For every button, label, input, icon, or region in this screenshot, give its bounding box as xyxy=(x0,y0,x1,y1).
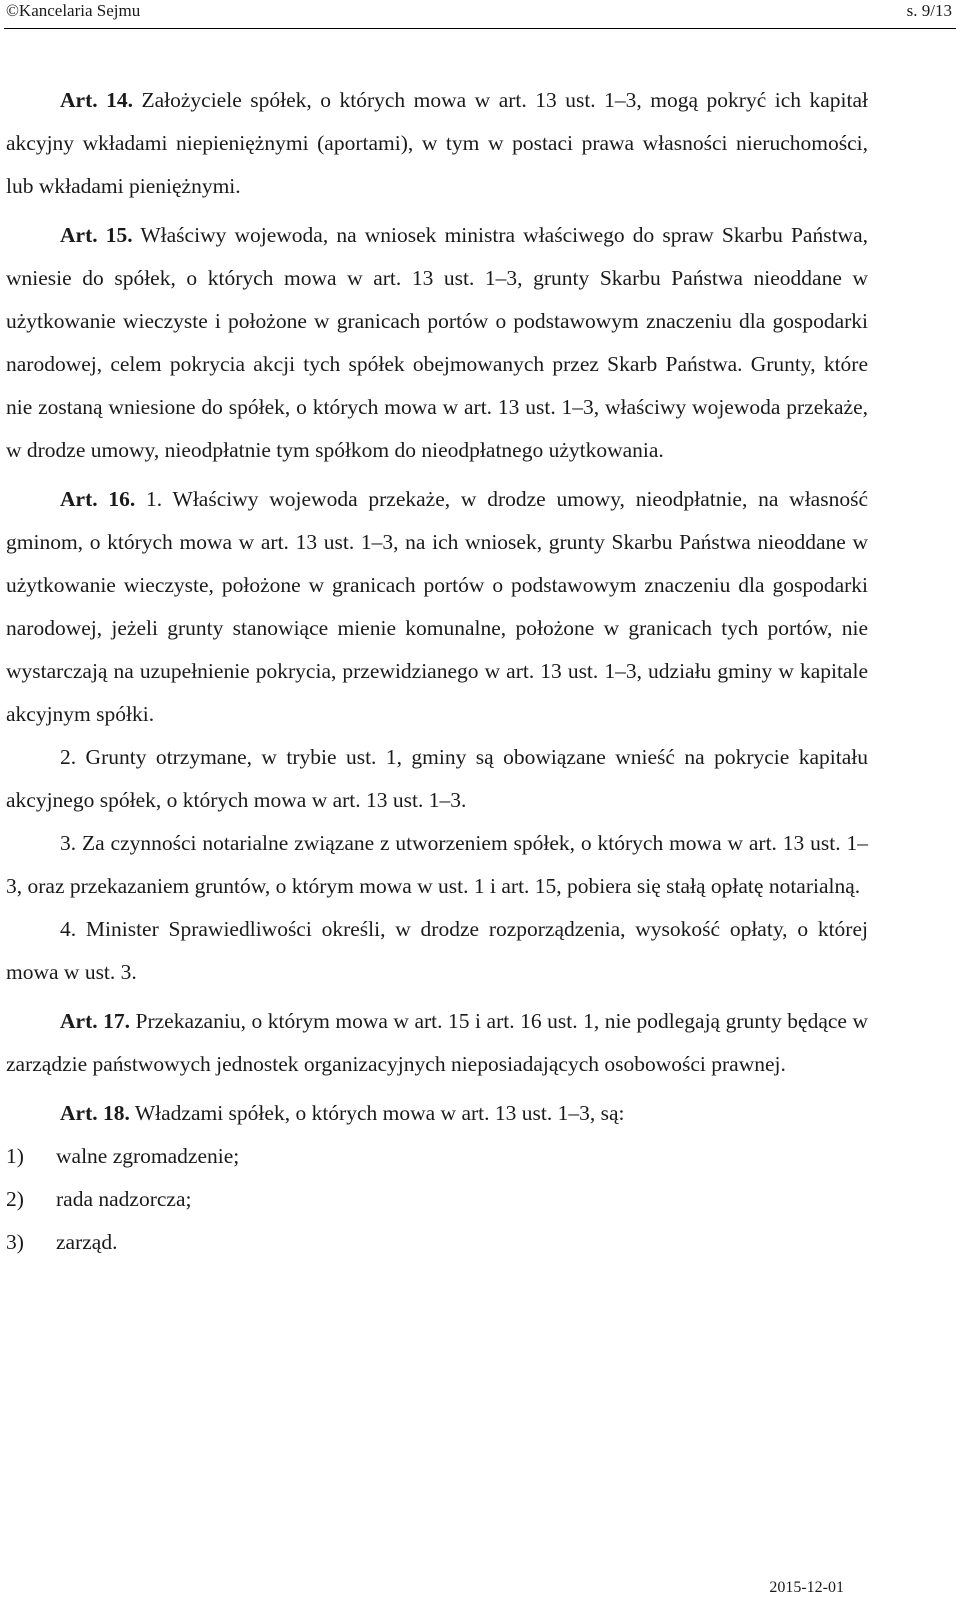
article-label: Art. 16. xyxy=(60,487,136,511)
article-16-paragraph-3: 3. Za czynności notarialne związane z utworzeniem spółek, o których mowa w art. 13 ust. 1–3, oraz przekazaniem gruntów, o którym mowa w ust. 1 i art. 15, pobiera się stałą opłatę notarialną. xyxy=(6,831,868,898)
article-label: Art. 17. xyxy=(60,1009,130,1033)
article-text: Założyciele spółek, o których mowa w art. 13 ust. 1–3, mogą pokryć ich kapitał akcyjny wkładami niepieniężnymi (aportami), w tym w postaci prawa własności nieruchomości, lub wkładami pieniężnymi. xyxy=(6,88,869,198)
list-item-number: 1) xyxy=(6,1144,24,1168)
list-item-number: 2) xyxy=(6,1187,24,1211)
list-item xyxy=(6,1135,868,1178)
article-text: Przekazaniu, o którym mowa w art. 15 i art. 16 ust. 1, nie podlegają grunty będące w zarządzie państwowych jednostek organizacyjnych nieposiadających osobowości prawnej. xyxy=(6,1009,868,1076)
article-17 xyxy=(6,1000,868,1086)
article-label: Art. 18. xyxy=(60,1101,130,1125)
page-header xyxy=(4,0,956,29)
article-text: Władzami spółek, o których mowa w art. 13 ust. 1–3, są: xyxy=(129,1101,625,1125)
article-14 xyxy=(6,79,868,208)
list-item-text: rada nadzorcza; xyxy=(56,1187,192,1211)
list-item-text: walne zgromadzenie; xyxy=(56,1144,240,1168)
list-item xyxy=(6,1221,868,1264)
article-text: 1. Właściwy wojewoda przekaże, w drodze umowy, nieodpłatnie, na własność gminom, o których mowa w art. 13 ust. 1–3, na ich wniosek, grunty Skarbu Państwa nieoddane w użytkowanie wieczyste, położone w granicach portów o podstawowym znaczeniu dla gospodarki narodowej, jeżeli grunty stanowiące mienie komunalne, położone w granicach tych portów, nie wystarczają na uzupełnienie pokrycia, przewidzianego w art. 13 ust. 1–3, udziału gminy w kapitale akcyjnym spółki. xyxy=(6,487,868,726)
header-publisher: ©Kancelaria Sejmu xyxy=(6,1,141,20)
list-item-number: 3) xyxy=(6,1230,24,1254)
document-body xyxy=(6,79,868,1264)
footer-date: 2015-12-01 xyxy=(769,1579,844,1596)
article-16-paragraph-1 xyxy=(6,478,868,736)
list-item xyxy=(6,1178,868,1221)
article-16-paragraph-2: 2. Grunty otrzymane, w trybie ust. 1, gminy są obowiązane wnieść na pokrycie kapitału akcyjnego spółek, o których mowa w art. 13 ust. 1–3. xyxy=(6,745,868,812)
article-16-paragraph-4: 4. Minister Sprawiedliwości określi, w drodze rozporządzenia, wysokość opłaty, o której mowa w ust. 3. xyxy=(6,917,868,984)
header-page-number: s. 9/13 xyxy=(906,1,952,20)
article-18 xyxy=(6,1092,868,1135)
article-15 xyxy=(6,214,868,472)
article-text: Właściwy wojewoda, na wniosek ministra właściwego do spraw Skarbu Państwa, wniesie do spółek, o których mowa w art. 13 ust. 1–3, grunty Skarbu Państwa nieoddane w użytkowanie wieczyste i położone w granicach portów o podstawowym znaczeniu dla gospodarki narodowej, celem pokrycia akcji tych spółek obejmowanych przez Skarb Państwa. Grunty, które nie zostaną wniesione do spółek, o których mowa w art. 13 ust. 1–3, właściwy wojewoda przekaże, w drodze umowy, nieodpłatnie tym spółkom do nieodpłatnego użytkowania. xyxy=(6,223,868,462)
article-label: Art. 15. xyxy=(60,223,133,247)
article-label: Art. 14. xyxy=(60,88,133,112)
list-item-text: zarząd. xyxy=(56,1230,118,1254)
